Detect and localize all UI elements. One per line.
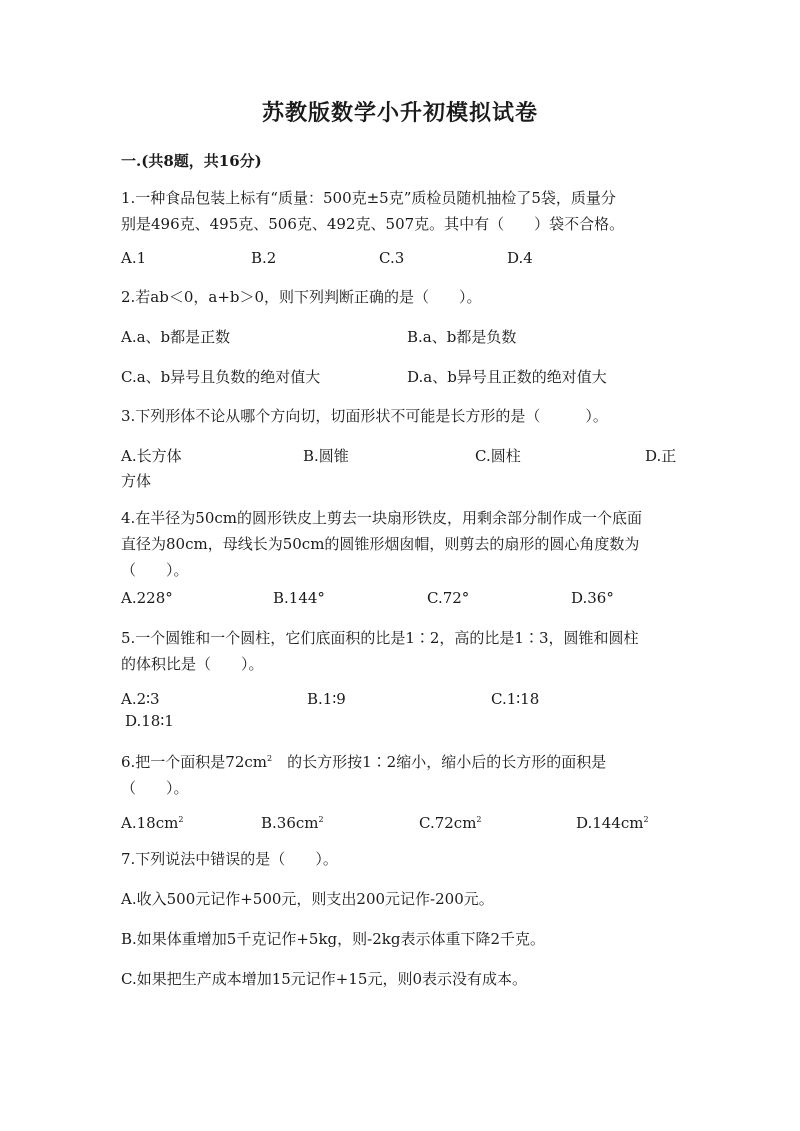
question-3-option-d[interactable]: D.正 [645,447,677,465]
question-4-line-3: （ ）。 [121,561,189,579]
question-4-option-d[interactable]: D.36° [571,589,614,607]
question-6-option-d[interactable]: $D.144cm^2$ [576,814,649,832]
question-7-option-row-b [121,926,681,952]
question-6-options [121,807,681,833]
question-3-line-1: 3.下列形体不论从哪个方向切，切面形状不可能是长方形的是（ ）。 [121,407,608,425]
question-1-options [121,245,681,271]
question-4-line-1: 4.在半径为50cm的圆形铁皮上剪去一块扇形铁皮，用剩余部分制作成一个底面 [121,509,643,527]
question-6-line-1 [121,746,681,775]
question-6-option-b[interactable]: $B.36cm^2$ [261,814,324,832]
question-6-option-a[interactable]: $A.18cm^2$ [121,814,184,832]
question-2-options-row-2 [121,364,681,390]
question-4-option-c[interactable]: C.72° [427,589,470,607]
question-4-option-b[interactable]: B.144° [273,589,325,607]
question-2-option-c[interactable]: C.a、b异号且负数的绝对值大 [121,368,321,386]
question-1-option-d[interactable]: D.4 [507,249,533,267]
question-1-line-2: 别是496克、495克、506克、492克、507克。其中有（ ）袋不合格。 [121,215,625,233]
question-6-sup: 2 [267,754,273,763]
question-3-options [121,443,681,469]
question-2-stem [121,284,681,310]
question-6-line-1a: 6.把一个面积是72cm [121,753,268,771]
question-5-stem [121,625,681,677]
question-1-stem [121,185,681,237]
question-1-line-1: 1.一种食品包装上标有“质量：500克±5克”质检员随机抽检了5袋，质量分 [121,189,616,207]
question-3-option-a[interactable]: A.长方体 [121,447,182,465]
section-heading: 一.(共8题，共16分) [121,152,262,170]
question-4-stem [121,505,681,583]
question-7-option-a[interactable]: A.收入500元记作+500元，则支出200元记作-200元。 [121,890,494,908]
question-1-option-c[interactable]: C.3 [379,249,405,267]
question-4-option-a[interactable]: A.228° [121,589,173,607]
question-3-stem [121,403,681,429]
question-6-line-2: （ ）。 [121,779,189,797]
question-5-option-b[interactable]: B.1∶9 [307,690,346,708]
question-7-stem [121,846,681,872]
question-2-option-a[interactable]: A.a、b都是正数 [121,328,231,346]
question-6-option-c[interactable]: $C.72cm^2$ [419,814,482,832]
question-2-line-1: 2.若ab＜0，a+b＞0，则下列判断正确的是（ ）。 [121,288,482,306]
question-3-option-b[interactable]: B.圆锥 [303,447,349,465]
question-7-option-c[interactable]: C.如果把生产成本增加15元记作+15元，则0表示没有成本。 [121,970,527,988]
question-7-option-row-c [121,966,681,992]
question-4-options [121,585,681,611]
question-5-line-1: 5.一个圆锥和一个圆柱，它们底面积的比是1∶2，高的比是1∶3，圆锥和圆柱 [121,629,639,647]
question-5-options-wrap [121,708,681,734]
question-2-options-row-1 [121,324,681,350]
question-7-line-1: 7.下列说法中错误的是（ ）。 [121,850,338,868]
page-title: 苏教版数学小升初模拟试卷 [261,100,538,126]
question-5-option-c[interactable]: C.1∶18 [491,690,540,708]
question-2-option-d[interactable]: D.a、b异号且正数的绝对值大 [407,368,607,386]
question-3-option-d-wrap: 方体 [121,472,152,490]
question-6-stem [121,746,681,801]
question-7-option-row-a [121,886,681,912]
question-4-line-2: 直径为80cm，母线长为50cm的圆锥形烟囱帽，则剪去的扇形的圆心角度数为 [121,535,640,553]
question-1-option-a[interactable]: A.1 [121,249,147,267]
question-1-option-b[interactable]: B.2 [251,249,277,267]
question-3-option-c[interactable]: C.圆柱 [475,447,521,465]
question-5-option-a[interactable]: A.2∶3 [121,690,160,708]
question-7-option-b[interactable]: B.如果体重增加5千克记作+5kg，则-2kg表示体重下降2千克。 [121,930,545,948]
question-6-line-1b: 的长方形按1∶2缩小，缩小后的长方形的面积是 [272,753,607,771]
question-3-options-wrap [121,468,681,494]
question-2-option-b[interactable]: B.a、b都是负数 [407,328,517,346]
question-5-line-2: 的体积比是（ ）。 [121,655,264,673]
question-5-option-d[interactable]: D.18∶1 [125,712,174,730]
